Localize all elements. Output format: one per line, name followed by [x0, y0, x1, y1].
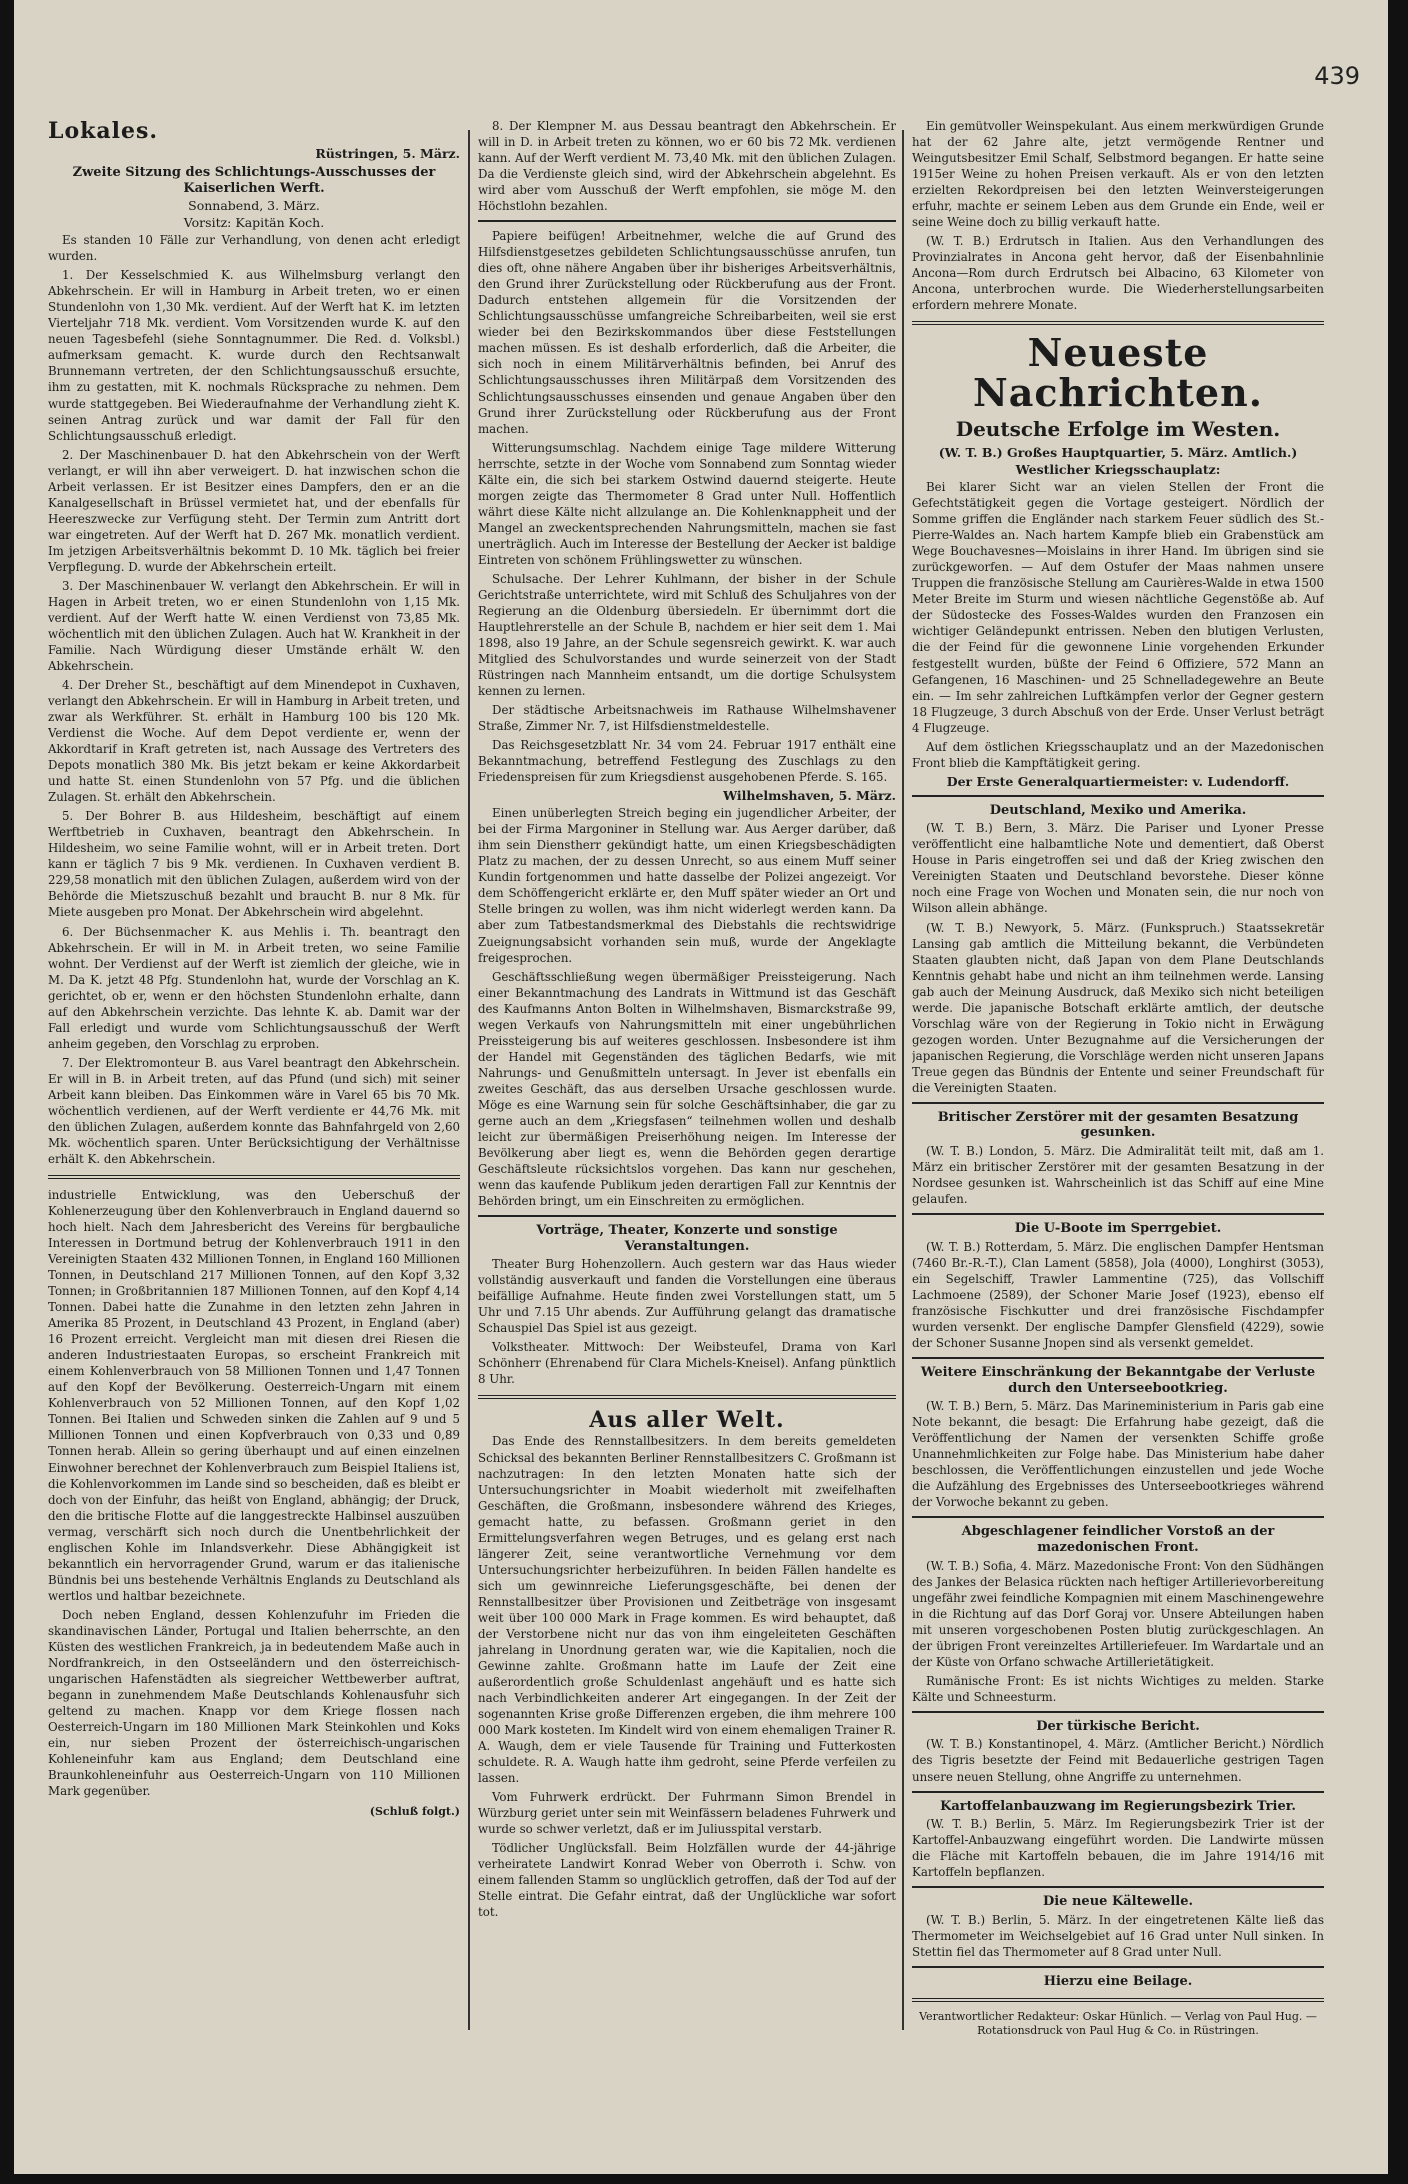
paragraph: Das Ende des Rennstallbesitzers. In dem bereits gemeldeten Schicksal des bekannten Berliner Rennstallbesitzers C. Großmann ist nachzutragen: In den letzten Monaten hatte sich der Untersuchungsrichter in Moabit wiederholt mit zweifelhaften Geschäften, die Großmann, insbesondere während des Krieges, gemacht hatte, zu befassen. Großmann geriet in den Ermittelungsverfahren wegen Betruges, und es gelang erst nach längerer Zeit, seine verantwortliche Vernehmung vor dem Untersuchungsrichter herbeizuführen. In beiden Fällen handelte es sich um gewinnreiche Lieferungsgeschäfte, bei denen der Rennstallbesitzer über Provisionen und Zeitbeträge von insgesamt weit über 100 000 Mark in Frage kommen. Es wird behauptet, daß der Verstorbene nicht nur das von ihm eingeleiteten Geschäften jahrelang in Unordnung geraten war, wie die Kapitalien, noch die Gewinne zahlte. Großmann hatte im Laufe der Zeit eine außerordentlich große Schuldenlast angehäuft und es hatte sich nach Verbindlichkeiten anderer Art eingegangen. In der Zeit der sogenannten Krise große Differenzen ergeben, die ihm mehrere 100 000 Mark kosteten. Im Kindelt wird von einem ehemaligen Trainer R. A. Waugh, dem er viele Tausende für Training und Futterkosten schuldete. R. A. Waugh hatte ihm gedroht, seine Pferde verfeilen zu lassen. — [478, 1434, 896, 1786]
paragraph: 6. Der Büchsenmacher K. aus Mehlis i. Th. beantragt den Abkehrschein. Er will in M. in Arbeit treten, wo seine Familie wohnt. Der Verdienst auf der Werft ist ziemlich der gleiche, wie in M. Da K. jetzt 48 Pfg. Stundenlohn hat, wurde der Vorschlag an K. gerichtet, ob er, wenn er den höchsten Stundenlohn erhalte, dann auf den Abkehrschein verzichte. Das lehnte K. ab. Damit war der Fall erledigt und wurde vom Schlichtungsausschuß der Werft anheim gegeben, den Vorschlag zu erproben. — [48, 924, 460, 1051]
paragraph: (W. T. B.) Sofia, 4. März. Mazedonische Front: Von den Südhängen des Jankes der Belasica rückten nach heftiger Artillerievorbereitung ungefähr zwei feindliche Kompagnien mit einem Maschinengewehre in die Richtung auf das Dorf Goraj vor. Unsere Abteilungen haben mit unseren vorgeschobenen Posten blutig zurückgeschlagen. An der übrigen Front vereinzeltes Artilleriefeuer. Im Wardartale und an der Küste von Orfano schwache Artillerietätigkeit. — [912, 1558, 1324, 1669]
section-title-neueste-nachrichten: Neueste Nachrichten. — [973, 330, 1263, 416]
column-1 — [48, 118, 460, 2048]
paragraph: Tödlicher Unglücksfall. Beim Holzfällen wurde der 44-jährige verheiratete Landwirt Konrad Weber von Oberroth i. Schw. von einem fallenden Stamm so unglücklich getroffen, daß der Tod auf der Stelle eintrat. Die Gefahr eintrat, daß der Unglückliche war sofort tot. — [478, 1841, 896, 1920]
paragraph: Das Reichsgesetzblatt Nr. 34 vom 24. Februar 1917 enthält eine Bekanntmachung, betreffend Festlegung des Zuschlags zu den Friedenspreisen für zum Kriegsdienst ausgehobenen Pferde. S. 165. — [478, 738, 896, 785]
paragraph: 3. Der Maschinenbauer W. verlangt den Abkehrschein. Er will in Hagen in Arbeit treten, wo er einen Stundenlohn von 1,15 Mk. verdient. Auf der Werft hatte W. einen Verdienst von 73,85 Mk. wöchentlich mit den üblichen Zulagen. Auch hat W. Krankheit in der Familie. Nach Würdigung dieser Umstände erhält W. den Abkehrschein. — [48, 578, 460, 673]
column-rule — [468, 130, 470, 2030]
paragraph: Rumänische Front: Es ist nichts Wichtiges zu melden. Starke Kälte und Schneesturm. — [912, 1673, 1324, 1704]
section-heading-theater: Vorträge, Theater, Konzerte und sonstige Veranstaltungen. — [536, 1223, 838, 1254]
paragraph: Auf dem östlichen Kriegsschauplatz und an der Mazedonischen Front blieb die Kampftätigkeit gering. — [912, 739, 1324, 770]
paragraph: Geschäftsschließung wegen übermäßiger Preissteigerung. Nach einer Bekanntmachung des Landrats in Wittmund ist das Geschäft des Kaufmanns Anton Bolten in Wilhelmshaven, Bismarckstraße 99, wegen Verkaufs von Nahrungsmitteln mit einer ungebührlichen Preissteigerung bis auf weiteres geschlossen. Insbesondere ist ihm der Handel mit Gegenständen des täglichen Bedarfs, wie mit Nahrungs- und Genußmitteln untersagt. In Jever ist ebenfalls ein zweites Geschäft, das aus derselben Ursache geschlossen wurde. Möge es eine Warnung sein für solche Geschäftsinhaber, die gar zu gerne auch an dem „Kriegsfasen“ teilnehmen wollen und deshalb leicht zur übermäßigen Preiserhöhung neigen. Im Interesse der Bevölkerung aber liegt es, wenn die Behörden gegen derartige Geschäftsleute rücksichtslos vorgehen. Das kann nur geschehen, wenn das kaufende Publikum jeden derartigen Fall zur Kenntnis der Behörden bringt, um ein Einschreiten zu ermöglichen. — [478, 969, 896, 1208]
divider — [912, 795, 1324, 797]
session-date: Sonnabend, 3. März. — [188, 198, 320, 214]
heading-kaeltewelle: Die neue Kältewelle. — [1042, 1894, 1194, 1910]
chair-line: Vorsitz: Kapitän Koch. — [183, 215, 325, 231]
paragraph: 2. Der Maschinenbauer D. hat den Abkehrschein von der Werft verlangt, er will ihn aber verweigert. D. hat inzwischen schon die Arbeit verlassen. Er ist Besitzer eines Dampfers, den er an die Kanalgesellschaft in Brüssel vermietet hat, und der ebenfalls für Heereszwecke zur Verfügung steht. Der Termin zum Antritt dort war eingetreten. Auf der Werft hat D. 267 Mk. monatlich verdient. Im jetzigen Arbeitsverhältnis bekommt D. 10 Mk. täglich bei freier Verpflegung. D. wurde der Abkehrschein erteilt. — [48, 447, 460, 574]
heading-weitere-einschraenkung: Weitere Einschränkung der Bekanntgabe der Verluste durch den Unterseebootkrieg. — [920, 1364, 1316, 1396]
section-title-lokales: Lokales. — [48, 118, 159, 144]
page-number: 439 — [1314, 62, 1360, 90]
section-title-aus-aller-welt: Aus aller Welt. — [589, 1407, 785, 1434]
paragraph: Witterungsumschlag. Nachdem einige Tage mildere Witterung herrschte, setzte in der Woche vom Sonnabend zum Sonntag wieder Kälte ein, die sich bei starkem Ostwind dauernd steigerte. Heute morgen zeigte das Thermometer 8 Grad unter Null. Hoffentlich währt diese Kälte nicht allzulange an. Die Kohlenknappheit und der Mangel an zweckentsprechenden Nahrungsmitteln, machen sie fast unerträglich. Auch im Interesse der Bestellung der Aecker ist baldige Eintreten von schönem Frühlingswetter zu wünschen. — [478, 440, 896, 567]
paragraph: (W. T. B.) Newyork, 5. März. (Funkspruch.) Staatssekretär Lansing gab amtlich die Mitteilung bekannt, die Verbündeten Staaten glaubten nicht, daß Japan von dem Plane Deutschlands Kenntnis gehabt habe und nicht an ihm teilnehmen werde. Lansing gab auch der Meinung Ausdruck, daß Mexiko sich nicht beteiligen werde. Die japanische Botschaft erklärte amtlich, der deutsche Vorschlag wäre von der Regierung in Tokio nicht in Erwägung gezogen worden. Unter Bezugnahme auf die Versicherungen der japanischen Regierung, die Vorschläge werden nicht unseren Japans Treue gegen das Bündnis der Entente und seiner Freundschaft für die Vereinigten Staaten. — [912, 920, 1324, 1095]
dateline: Wilhelmshaven, 5. März. — [723, 788, 896, 804]
divider — [912, 1102, 1324, 1104]
divider — [912, 1213, 1324, 1215]
paragraph: (W. T. B.) Bern, 5. März. Das Marineministerium in Paris gab eine Note bekannt, die besagt: Die Erfahrung habe gezeigt, daß die Veröffentlichung der Namen der versenkten Schiffe große Unannehmlichkeiten zur Folge habe. Das Ministerium habe daher beschlossen, die Veröffentlichungen einzustellen und jede Woche die Aufzählung des Ergebnisses des Unterseebootkrieges während der Vorwoche bekannt zu geben. — [912, 1399, 1324, 1510]
headline-deutsche-erfolge: Deutsche Erfolge im Westen. — [955, 417, 1281, 442]
paragraph: (W. T. B.) Rotterdam, 5. März. Die englischen Dampfer Hentsman (7460 Br.-R.-T.), Clan Lament (5858), Jola (4000), Longhirst (3053), ein Segelschiff, Trawler Lammentine (725), das Vollschiff Lachmoene (2589), der Schoner Marie Josef (1923), ebenso elf französische Fischkutter und drei französische Fischdampfer wurden versenkt. Der englische Dampfer Glensfield (4229), sowie der Schoner Susanne Jnopen sind als versenkt gemeldet. — [912, 1239, 1324, 1350]
beilage-note: Hierzu eine Beilage. — [1043, 1973, 1193, 1989]
column-rule — [902, 130, 904, 2030]
paragraph: (W. T. B.) Konstantinopel, 4. März. (Amtlicher Bericht.) Nördlich des Tigris besetzte der Feind mit Bedauerliche gestrigen Tagen unsere neuen Stellung, ohne Angriffe zu unternehmen. — [912, 1737, 1324, 1784]
paragraph: 8. Der Klempner M. aus Dessau beantragt den Abkehrschein. Er will in D. in Arbeit treten zu können, wo er 60 bis 72 Mk. verdienen kann. Auf der Werft verdient M. 73,40 Mk. mit den üblichen Zulagen. Da die Verdienste gleich sind, wird der Abkehrschein abgelehnt. Es wird aber vom Ausschuß der Werft empfohlen, sie möge M. den Höchstlohn bezahlen. — [478, 119, 896, 214]
paragraph: Volkstheater. Mittwoch: Der Weibsteufel, Drama von Karl Schönherr (Ehrenabend für Clara Michels-Kneisel). Anfang pünktlich 8 Uhr. — [478, 1340, 896, 1387]
paragraph: Einen unüberlegten Streich beging ein jugendlicher Arbeiter, der bei der Firma Margoniner in Stellung war. Aus Aerger darüber, daß ihm sein Dienstherr gekündigt hatte, um einen Kriegsbeschädigten Platz zu machen, der zu dessen Unrecht, so aus einem Muff seiner Kundin fortgenommen und hatte dasselbe der Polizei angezeigt. Vor dem Schöffengericht erklärte er, den Muff später wieder an Ort und Stelle bringen zu wollen, was ihm nicht widerlegt werden kann. Da aber zum Tatbestandsmerkmal des Diebstahls die rechtswidrige Zueignungsabsicht vorhanden sein muß, wurde der Angeklagte freigesprochen. — [478, 806, 896, 965]
divider — [478, 1215, 896, 1217]
scan-edge-left — [0, 0, 14, 2184]
paragraph: 1. Der Kesselschmied K. aus Wilhelmsburg verlangt den Abkehrschein. Er will in Hamburg in Arbeit treten, wo er einen Stundenlohn von 1,30 Mk. verdient. Auf der Werft hat K. im letzten Vierteljahr 718 Mk. verdient. Vom Vorsitzenden wurde K. auf den neuen Tagesbefehl (siehe Sonntagnummer. Die Red. d. Volksbl.) aufmerksam gemacht. K. wurde durch den Rechtsanwalt Brunnemann vertreten, der den Schlichtungsausschuß ersuchte, ihm zu gestatten, mit K. nochmals Rücksprache zu nehmen. Dem wurde stattgegeben. Bei Wiederaufnahme der Verhandlung zieht K. seinen Antrag zurück und war damit der Fall für den Schlichtungsausschuß erledigt. — [48, 268, 460, 443]
scan-edge-right — [1388, 0, 1408, 2184]
divider — [912, 1711, 1324, 1713]
paragraph: Doch neben England, dessen Kohlenzufuhr im Frieden die skandinavischen Länder, Portugal und Italien beherrschte, an den Küsten des westlichen Frankreich, ja in bedeutendem Maße auch in Nordfrankreich, in den Ostseeländern und den österreichisch-ungarischen Hafenstädten als siegreicher Wettbewerber auftrat, begann in zunehmendem Maße Deutschlands Kohlenausfuhr sich geltend zu machen. Knapp vor dem Kriege flossen nach Oesterreich-Ungarn im 180 Millionen Mark Steinkohlen und Koks ein, nur sieben Prozent der österreichisch-ungarischen Kohleneinfuhr kam aus England; dem Deutschland eine Braunkohleneinfuhr aus Oesterreich-Ungarn von 110 Millionen Mark gegenüber. — [48, 1607, 460, 1799]
article-heading: Zweite Sitzung des Schlichtungs-Ausschusses der Kaiserlichen Werft. — [72, 165, 436, 196]
divider — [912, 1516, 1324, 1518]
paragraph: (W. T. B.) Berlin, 5. März. In der eingetretenen Kälte ließ das Thermometer im Weichselgebiet auf 16 Grad unter Null sinken. In Stettin fiel das Thermometer auf 8 Grad unter Null. — [912, 1912, 1324, 1959]
paragraph: Papiere beifügen! Arbeitnehmer, welche die auf Grund des Hilfsdienstgesetzes gebildeten Schlichtungsausschüsse anrufen, tun dies oft, ohne nähere Angaben über ihr bisheriges Arbeitsverhältnis, den Grund ihrer Zurückstellung oder Rückberufung aus der Front. Dadurch entstehen allgemein für die Vorsitzenden der Schlichtungsausschüsse umfangreiche Schreibarbeiten, weil sie erst wieder bei den Bezirkskommandos über diese Feststellungen machen müssen. Es ist deshalb erforderlich, daß die Arbeiter, die sich noch in einem Militärverhältnis befinden, bei Anruf des Schlichtungsausschusses ihren Militärpaß dem Vorsitzenden des Schlichtungsausschusses einsenden und genaue Angaben über den Grund ihrer Zurückstellung oder Rückberufung aus der Front machen. — [478, 229, 896, 436]
heading-britischer-zerstoerer: Britischer Zerstörer mit der gesamten Besatzung gesunken. — [937, 1109, 1299, 1141]
paragraph: 4. Der Dreher St., beschäftigt auf dem Minendepot in Cuxhaven, verlangt den Abkehrschein. Er will in Hamburg in Arbeit treten, und zwar als Werkführer. St. erhält in Hamburg 100 bis 120 Mk. Verdienst die Woche. Auf dem Depot verdiente er, wenn der Akkordtarif in Kraft getreten ist, nach Aussage des Vertreters des Depots monatlich 380 Mk. Bis jetzt bekam er keine Akkordarbeit und hatte St. einen Stundenlohn von 57 Pfg. und die üblichen Zulagen. St. erhält den Abkehrschein. — [48, 678, 460, 805]
column-3 — [912, 118, 1324, 2048]
divider — [912, 321, 1324, 325]
divider — [912, 1998, 1324, 2002]
divider — [912, 1791, 1324, 1793]
theater-west-label: Westlicher Kriegsschauplatz: — [1015, 462, 1221, 478]
paragraph: 5. Der Bohrer B. aus Hildesheim, beschäftigt auf einem Werftbetrieb in Cuxhaven, beantragt den Abkehrschein. In Hildesheim, wo seine Familie wohnt, will er in Arbeit treten. Dort kann er täglich 7 bis 9 Mk. verdienen. In Cuxhaven verdient B. 229,58 monatlich mit den üblichen Zulagen, außerdem wird von der Behörde die Mietszuschuß bezahlt und braucht B. nur 8 Mk. für Miete ausgeben pro Monat. Der Abkehrschein wird abgelehnt. — [48, 809, 460, 920]
divider — [912, 1966, 1324, 1968]
paragraph: Bei klarer Sicht war an vielen Stellen der Front die Gefechtstätigkeit gegen die Vortage gesteigert. Nördlich der Somme griffen die Engländer nach starkem Feuer südlich des St.-Pierre-Waldes an. Nach hartem Kampfe blieb ein Grabenstück am Wege Bouchavesnes—Moislains in ihrer Hand. Im übrigen sind sie zurückgeworfen. — Auf dem Ostufer der Maas nahmen unsere Truppen die französische Stellung am Caurières-Walde in etwa 1500 Meter Breite im Sturm und wiesen nächtliche Gegenstöße ab. Auf der Südostecke des Fosses-Waldes wurden den Franzosen ein wichtiger Geländepunkt entrissen. Neben den blutigen Verlusten, die der Feind für die gewonnene Linie vorgehenden Erkunder festgestellt wurden, büßte der Feind 6 Offiziere, 572 Mann an Gefangenen, 16 Maschinen- und 25 Schnelladegewehre an Beute ein. — Im sehr zahlreichen Luftkämpfen verlor der Gegner gestern 18 Flugzeuge, 3 durch Abschuß von der Erde. Unser Verlust beträgt 4 Flugzeuge. — [912, 480, 1324, 735]
heading-kartoffelanbau: Kartoffelanbauzwang im Regierungsbezirk Trier. — [940, 1798, 1296, 1814]
paragraph: industrielle Entwicklung, was den Ueberschuß der Kohlenerzeugung über den Kohlenverbrauch in England dauernd so hoch hielt. Nach dem Jahresbericht des Vereins für bergbauliche Interessen in Dortmund betrug der Kohlenverbrauch 1911 in den Vereinigten Staaten 432 Millionen Tonnen, in England 160 Millionen Tonnen, in Deutschland 217 Millionen Tonnen, auf den Kopf 3,32 Tonnen; in Großbritannien 187 Millionen Tonnen, auf den Kopf 4,14 Tonnen. Dabei hatte die Zunahme in den letzten zehn Jahren in Amerika 85 Prozent, in Deutschland 43 Prozent, in England (aber) 16 Prozent erreicht. Vergleicht man mit diesen drei Riesen die anderen Industriestaaten Europas, so erscheint Frankreich mit einem Kohlenverbrauch von 58 Millionen Tonnen und 1,47 Tonnen auf den Kopf der Bevölkerung. Oesterreich-Ungarn mit einem Kohlenverbrauch von 52 Millionen Tonnen, auf den Kopf 1,02 Tonnen. Bei Italien und Schweden sinken die Zahlen auf 9 und 5 Millionen Tonnen und einen Kopfverbrauch von 0,33 und 0,89 Tonnen herab. Allein so gering überhaupt und auf einen einzelnen Einwohner berechnet der Kohlenverbrauch zum Beispiel Italiens ist, die Kohlenvorkommen im Lande sind so bescheiden, daß es bleibt er doch von der Einfuhr, das heißt von England, abhängig; der Druck, den die britische Flotte auf die langgestreckte Halbinsel auszuüben vermag, verschärft sich noch durch die Unentbehrlichkeit der englischen Kohle im Inlandsverkehr. Diese Abhängigkeit ist bekanntlich ein hervorragender Grund, warum er das italienische Bündnis bei uns bestehende Verhältnis Englands zu Deutschland als wertlos und haltbar bezeichnete. — [48, 1187, 460, 1603]
paragraph: (W. T. B.) Bern, 3. März. Die Pariser und Lyoner Presse veröffentlicht eine halbamtliche Note und dementiert, daß Oberst House in Paris eingetroffen sei und daß der Krieg zwischen den Vereinigten Staaten und Deutschland bevorstehe. Dieser könne noch eine Frage von Wochen und Monaten sein, die nur noch von Wilson allein abhänge. — [912, 821, 1324, 916]
dateline: Rüstringen, 5. März. — [315, 146, 460, 161]
paragraph: Ein gemütvoller Weinspekulant. Aus einem merkwürdigen Grunde hat der 62 Jahre alte, jetzt vermögende Rentner und Weingutsbesitzer Emil Schalf, Selbstmord begangen. Er hatte seine 1915er Weine zu hohen Preisen verkauft. Als er von den letzten erzielten Rekordpreisen bei den letzten Weinversteigerungen erfuhr, machte er seinem Leben aus dem Grunde ein Ende, weil er seine Weine doch zu billig verkauft hatte. — [912, 119, 1324, 230]
paragraph: Theater Burg Hohenzollern. Auch gestern war das Haus wieder vollständig ausverkauft und fanden die Vorstellungen eine überaus beifällige Aufnahme. Heute finden zwei Vorstellungen statt, um 5 Uhr und 7.15 Uhr abends. Zur Aufführung gelangt das dramatische Schauspiel Das Spiel ist aus gezeigt. — [478, 1257, 896, 1336]
divider — [48, 1175, 460, 1179]
paragraph: Vom Fuhrwerk erdrückt. Der Fuhrmann Simon Brendel in Würzburg geriet unter sein mit Weinfässern beladenes Fuhrwerk und wurde so schwer verletzt, daß er im Juliusspital verstarb. — [478, 1790, 896, 1837]
paragraph: 7. Der Elektromonteur B. aus Varel beantragt den Abkehrschein. Er will in B. in Arbeit treten, auf das Pfund (und sich) mit seiner Arbeit kann bleiben. Das Einkommen wäre in Varel 65 bis 70 Mk. wöchentlich verdienen, auf der Werft verdiente er 44,76 Mk. mit den üblichen Zulagen, außerdem konnte das Bahnfahrgeld von 2,60 Mk. wöchentlich sparen. Unter Berücksichtigung der Verhältnisse erhält K. den Abkehrschein. — [48, 1055, 460, 1166]
scan-edge-bottom — [0, 2174, 1408, 2184]
paragraph: Es standen 10 Fälle zur Verhandlung, von denen acht erledigt wurden. — [48, 233, 460, 264]
paragraph: Der städtische Arbeitsnachweis im Rathause Wilhelmshavener Straße, Zimmer Nr. 7, ist Hilfsdienstmeldestelle. — [478, 703, 896, 734]
divider — [478, 220, 896, 222]
divider — [912, 1886, 1324, 1888]
column-2 — [478, 118, 896, 2048]
divider — [478, 1395, 896, 1399]
continued-note: (Schluß folgt.) — [369, 1805, 460, 1819]
paragraph: (W. T. B.) Erdrutsch in Italien. Aus den Verhandlungen des Provinzialrates in Ancona geht hervor, daß der Eisenbahnlinie Ancona—Rom durch Erdrutsch bei Albacino, 63 Kilometer von Ancona, unterbrochen wurde. Die Wiederherstellungsarbeiten erfordern mehrere Monate. — [912, 234, 1324, 313]
paragraph: Schulsache. Der Lehrer Kuhlmann, der bisher in der Schule Gerichtstraße unterrichtete, wird mit Schluß des Schuljahres von der Regierung an die Oldenburg übersiedeln. Er übernimmt dort die Hauptlehrerstelle an der Schule B, nachdem er hier seit dem 1. Mai 1898, also 19 Jahre, an der Schule segensreich gewirkt. K. war auch Mitglied des Schulvorstandes und wurde seinerzeit von der Stadt Rüstringen nach Mannheim entsandt, um die dortige Schulsystem kennen zu lernen. — [478, 571, 896, 699]
heading-mazedonische-front: Abgeschlagener feindlicher Vorstoß an der mazedonischen Front. — [961, 1524, 1275, 1555]
paragraph: (W. T. B.) London, 5. März. Die Admiralität teilt mit, daß am 1. März ein britischer Zerstörer mit der gesamten Besatzung in der Nordsee gesunken ist. Wahrscheinlich ist das Schiff auf eine Mine gelaufen. — [912, 1144, 1324, 1207]
divider — [912, 1357, 1324, 1359]
imprint: Verantwortlicher Redakteur: Oskar Hünlich. — Verlag von Paul Hug. — Rotationsdruck von Paul Hug & Co. in Rüstringen. — [919, 2009, 1317, 2038]
signature-line: Der Erste Generalquartiermeister: v. Ludendorff. — [946, 773, 1290, 789]
paragraph: (W. T. B.) Berlin, 5. März. Im Regierungsbezirk Trier ist der Kartoffel-Anbauzwang eingeführt worden. Die Landwirte müssen die Fläche mit Kartoffeln bebauen, die im Jahre 1914/16 mit Kartoffeln bepflanzen. — [912, 1817, 1324, 1880]
heading-u-boote: Die U-Boote im Sperrgebiet. — [1014, 1221, 1222, 1237]
heading-mexiko: Deutschland, Mexiko und Amerika. — [989, 802, 1247, 818]
wtb-line: (W. T. B.) Großes Hauptquartier, 5. März. Amtlich.) — [938, 445, 1298, 461]
heading-tuerkischer-bericht: Der türkische Bericht. — [1036, 1718, 1200, 1734]
